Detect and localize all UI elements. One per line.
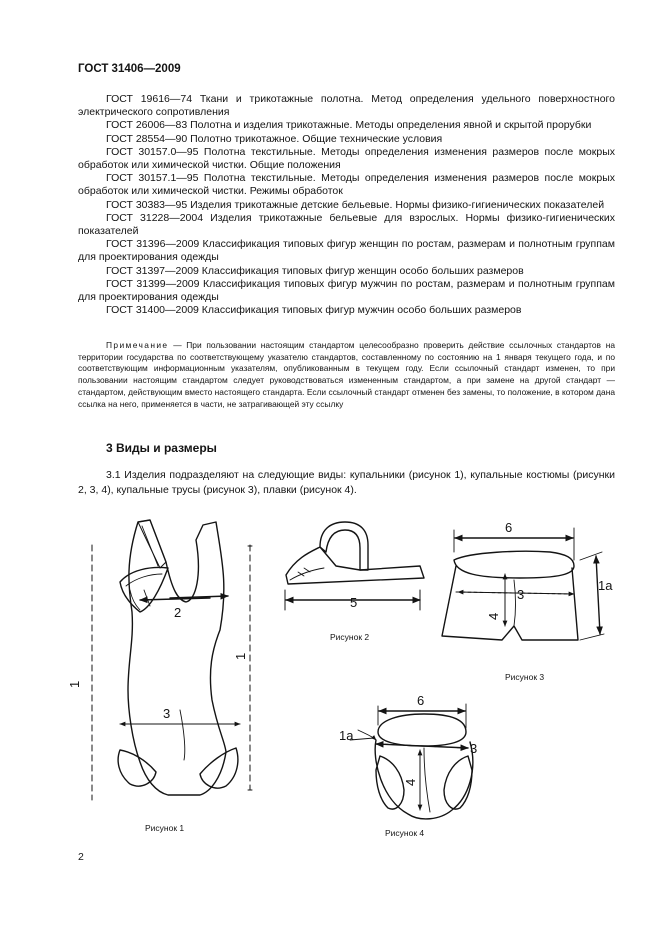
reference-item: ГОСТ 31399—2009 Классификация типовых фигур мужчин по ростам, размерам и полнотным группам для проектирования одежды <box>78 277 615 304</box>
fig4-label-6: 6 <box>417 693 425 708</box>
note-label: Примечание <box>106 340 169 350</box>
fig4-label-4: 4 <box>403 778 418 786</box>
reference-item: ГОСТ 31228—2004 Изделия трикотажные бельевые для взрослых. Нормы физико-гигиенических показателей <box>78 211 615 238</box>
reference-item: ГОСТ 26006—83 Полотна и изделия трикотажные. Методы определения явной и скрытой прорубки <box>106 119 592 132</box>
reference-item: ГОСТ 31400—2009 Классификация типовых фигур мужчин особо больших размеров <box>106 304 522 317</box>
reference-item: ГОСТ 31397—2009 Классификация типовых фигур женщин особо больших размеров <box>106 264 524 277</box>
fig4-label-1a: 1а <box>339 728 354 743</box>
fig3-label-4: 4 <box>486 612 501 620</box>
reference-item: ГОСТ 19616—74 Ткани и трикотажные полотна. Метод определения удельного поверхностного электрического сопротивления <box>78 93 615 119</box>
figure-4-briefs <box>350 704 473 819</box>
fig3-label-6: 6 <box>505 520 513 535</box>
page-number: 2 <box>78 851 84 863</box>
figure-4-caption: Рисунок 4 <box>385 828 425 838</box>
fig2-label-5: 5 <box>350 595 358 610</box>
figure-1-caption: Рисунок 1 <box>145 823 185 833</box>
reference-item: ГОСТ 30157.0—95 Полотна текстильные. Методы определения изменения размеров после мокрых обработок или химической чистки. Общие положения <box>78 145 615 172</box>
fig1-label-1-right: 1 <box>233 652 248 660</box>
reference-item: ГОСТ 31396—2009 Классификация типовых фигур женщин по ростам, размерам и полнотным группам для проектирования одежды <box>78 238 615 264</box>
fig1-label-3: 3 <box>163 706 171 721</box>
fig1-label-1-left: 1 <box>67 680 82 688</box>
note-text: — При пользовании настоящим стандартом целесообразно проверить действие ссылочных стандартов на территории государства по соответствующему указателю стандартов, составленному по состоянию на 1 января текущего года, и по соответствующим информационным указателям, опубликованным в текущем году. Если ссылочный стандарт изменен, то при пользовании настоящим стандартом следует руководствоваться измененным стандартом, а при замене на другой стандарт — стандартом, действующим вместо настоящего стандарта. Если ссылочный стандарт отменен без замены, то положение, в котором дана ссылка на него, применяется в части, не затрагивающей эту ссылку <box>78 340 615 409</box>
figure-2-caption: Рисунок 2 <box>330 632 370 642</box>
fig1-label-2: 2 <box>174 605 182 620</box>
reference-item: ГОСТ 28554—90 Полотно трикотажное. Общие технические условия <box>106 132 443 145</box>
fig4-label-3: 3 <box>470 741 478 756</box>
fig3-label-1a: 1а <box>598 578 613 593</box>
reference-item: ГОСТ 30383—95 Изделия трикотажные детские бельевые. Нормы физико-гигиенических показателей <box>106 198 605 211</box>
document-header: ГОСТ 31406—2009 <box>78 63 181 75</box>
body-paragraph: 3.1 Изделия подразделяют на следующие виды: купальники (рисунок 1), купальные костюмы (рисунки 2, 3, 4), купальные трусы (рисунок 3), плавки (рисунок 4). <box>78 469 615 496</box>
figure-3-caption: Рисунок 3 <box>505 672 545 682</box>
reference-item: ГОСТ 30157.1—95 Полотна текстильные. Методы определения изменения размеров после мокрых обработок или химической чистки. Режимы обработок <box>78 172 615 198</box>
fig3-label-3: 3 <box>517 587 525 602</box>
section-title: 3 Виды и размеры <box>106 441 217 455</box>
figure-1-swimsuit <box>92 520 252 800</box>
figure-3-trunks <box>442 528 604 640</box>
